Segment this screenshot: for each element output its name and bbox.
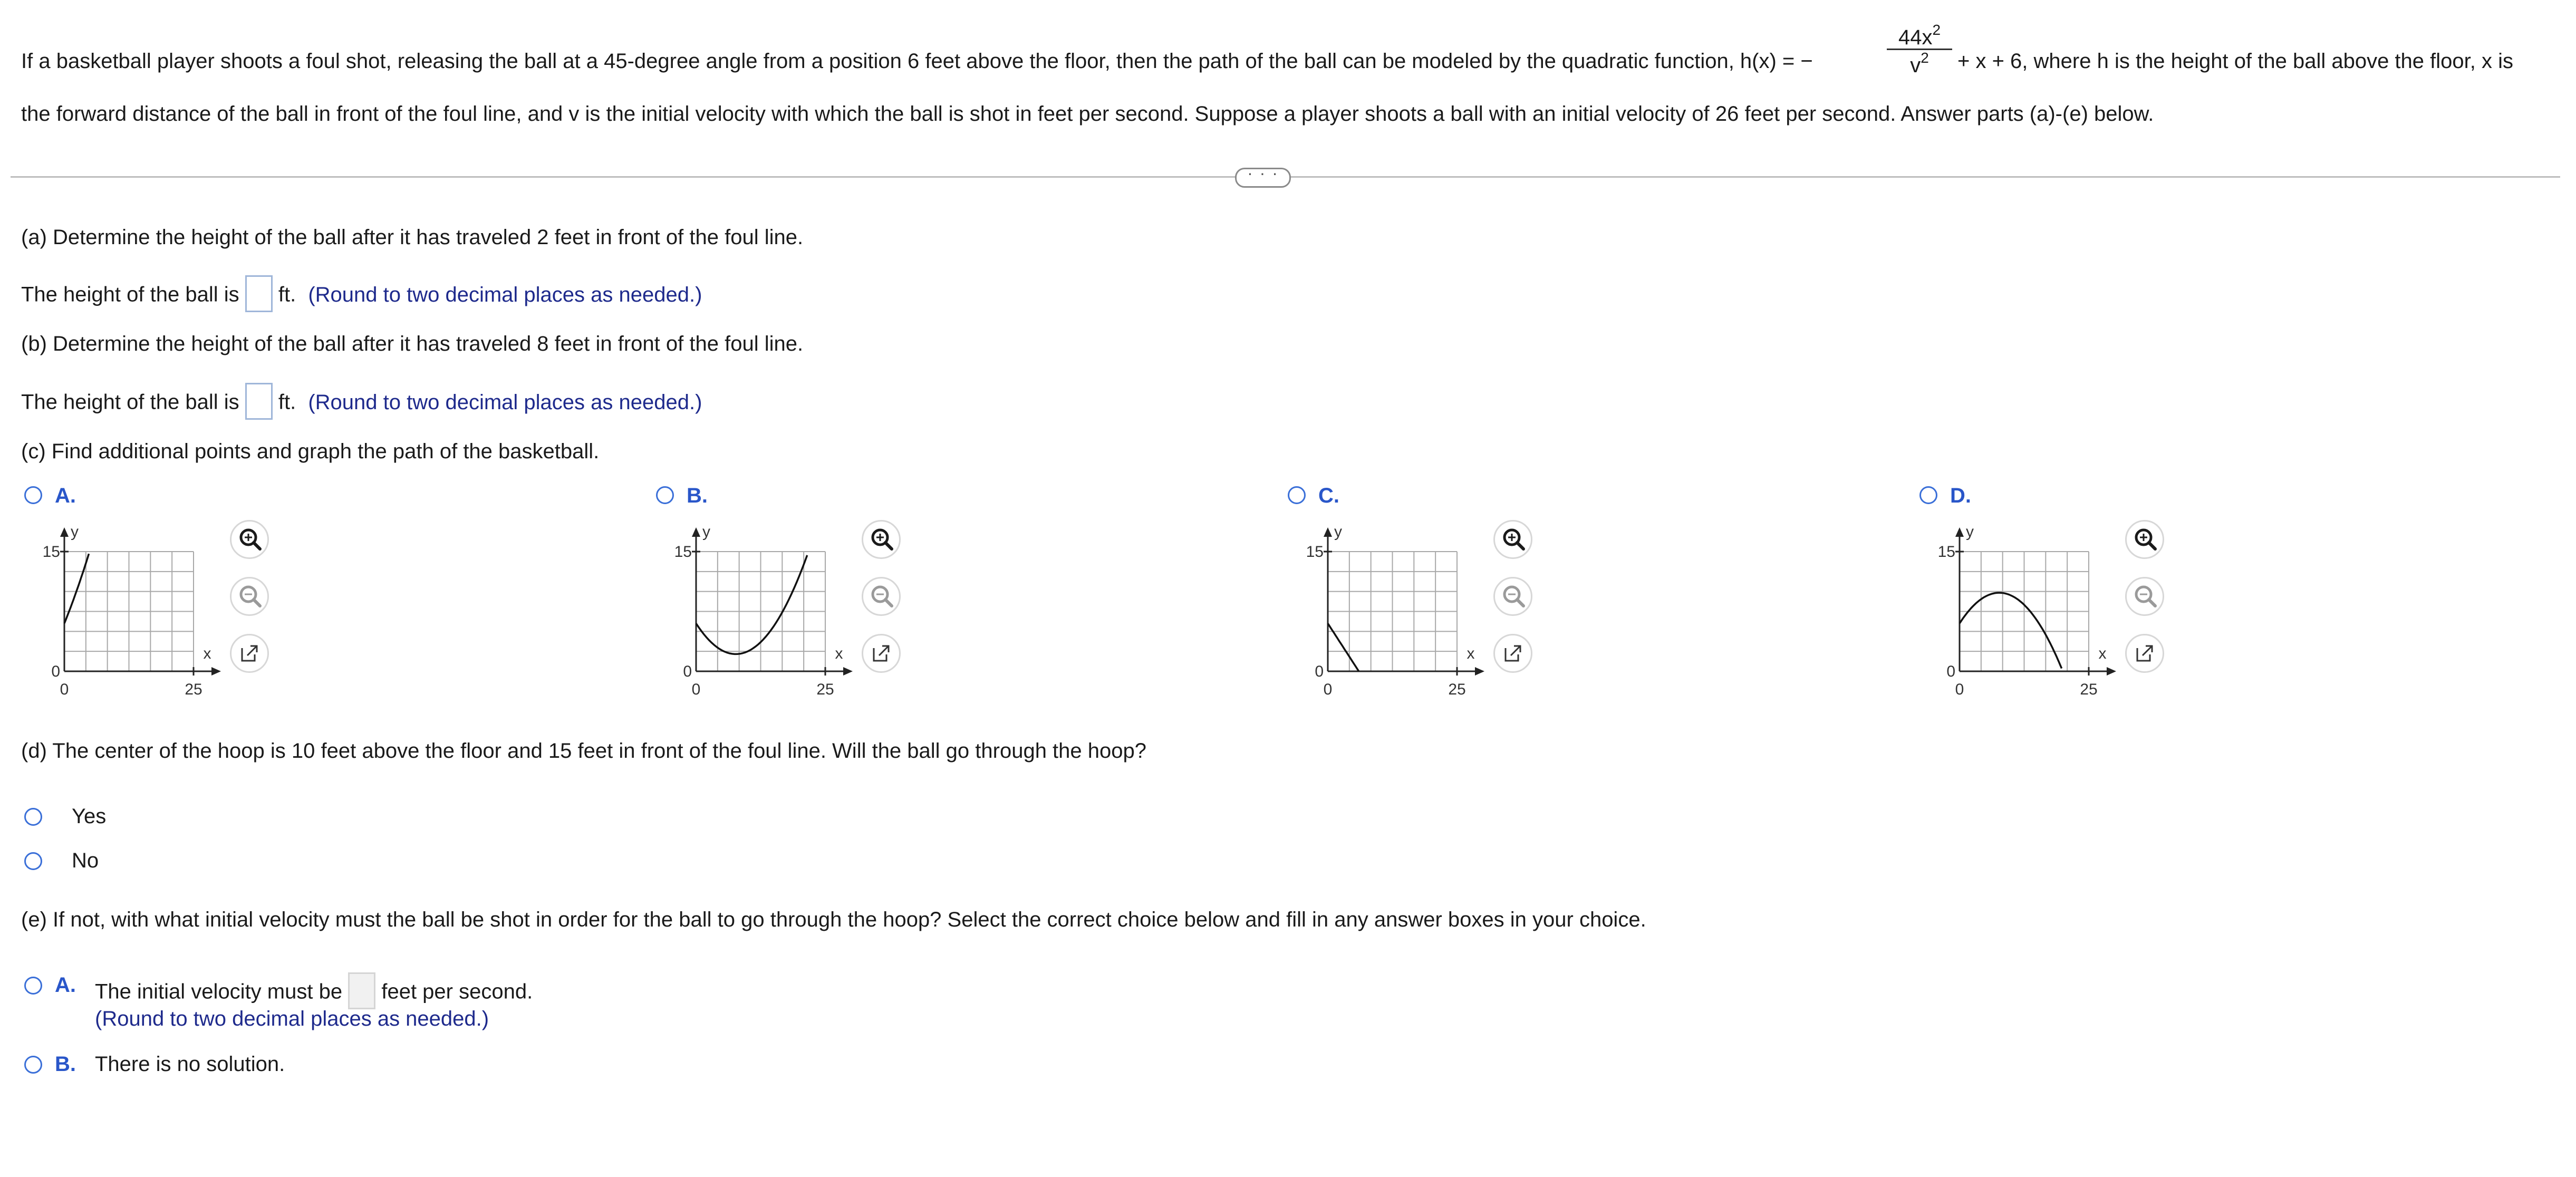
graph-curve	[1960, 593, 2062, 668]
part-d-yes-radio[interactable]	[24, 808, 42, 826]
fraction-numerator: $44x^2$	[1887, 22, 1952, 50]
more-button[interactable]: · · ·	[1235, 168, 1291, 188]
zoom-in-icon[interactable]	[1493, 520, 1532, 559]
zoom-in-icon[interactable]	[862, 520, 901, 559]
y-min-label: 0	[1946, 663, 1955, 680]
zoom-in-icon[interactable]	[230, 520, 269, 559]
fraction	[1887, 22, 1952, 77]
x-axis-label: x	[835, 645, 843, 662]
part-c-graph-a	[32, 522, 243, 701]
question-text-line1-b: + x + 6, where h is the height of the ball above the floor, x is	[1957, 50, 2513, 73]
y-axis-arrow	[1324, 527, 1332, 537]
x-max-label: 25	[816, 681, 834, 698]
part-b-prompt: (b) Determine the height of the ball after it has traveled 8 feet in front of the foul line.	[21, 332, 804, 355]
x-min-label: 0	[691, 681, 701, 698]
part-a-answer-row: The height of the ball is ft. (Round to two decimal places as needed.)	[21, 277, 702, 314]
x-axis-arrow	[211, 667, 221, 676]
part-c-option-b-radio[interactable]	[656, 486, 674, 504]
y-axis-label: y	[1966, 523, 1974, 541]
part-c-graph-b	[663, 522, 874, 701]
x-axis-label: x	[2098, 645, 2107, 662]
part-e-option-a-letter[interactable]: A.	[55, 973, 76, 997]
part-e-option-b-text[interactable]: There is no solution.	[95, 1053, 285, 1076]
x-axis-arrow	[843, 667, 853, 676]
y-axis-label: y	[71, 523, 79, 541]
question-text-line2: the forward distance of the ball in front of the foul line, and v is the initial velocity with which the ball is shot in feet per second. Suppose a player shoots a ball with an initial velocity of 26 feet per second. Answer parts (a)-(e) below.	[21, 102, 2154, 126]
y-axis-arrow	[1955, 527, 1964, 537]
x-axis-arrow	[1475, 667, 1484, 676]
zoom-out-icon[interactable]	[1493, 577, 1532, 616]
part-e-velocity-input[interactable]	[348, 972, 375, 1009]
y-max-label: 15	[42, 543, 60, 561]
graph-curve	[1328, 623, 1359, 671]
part-e-option-a-row: The initial velocity must be feet per second.	[95, 975, 533, 1011]
part-c-graph-d	[1927, 522, 2138, 701]
x-min-label: 0	[60, 681, 69, 698]
x-max-label: 25	[2080, 681, 2098, 698]
x-max-label: 25	[1448, 681, 1466, 698]
open-graph-icon[interactable]	[862, 634, 901, 673]
open-graph-icon[interactable]	[2125, 634, 2164, 673]
y-min-label: 0	[51, 663, 60, 680]
graph-curve	[64, 554, 89, 623]
x-max-label: 25	[185, 681, 202, 698]
zoom-out-icon[interactable]	[862, 577, 901, 616]
x-min-label: 0	[1955, 681, 1964, 698]
x-axis-label: x	[203, 645, 211, 662]
part-c-option-d-radio[interactable]	[1919, 486, 1937, 504]
part-c-graph-c	[1295, 522, 1506, 701]
y-axis-arrow	[692, 527, 700, 537]
part-e-option-a-hint: (Round to two decimal places as needed.)	[95, 1007, 489, 1030]
part-e-option-b-letter[interactable]: B.	[55, 1053, 76, 1076]
part-c-option-d-letter[interactable]: D.	[1950, 484, 1971, 507]
y-max-label: 15	[674, 543, 692, 561]
y-min-label: 0	[683, 663, 692, 680]
part-c-option-b-letter[interactable]: B.	[687, 484, 708, 507]
part-a-prompt: (a) Determine the height of the ball after it has traveled 2 feet in front of the foul line.	[21, 226, 804, 249]
part-c-option-c-letter[interactable]: C.	[1318, 484, 1339, 507]
open-graph-icon[interactable]	[1493, 634, 1532, 673]
part-b-hint: (Round to two decimal places as needed.)	[308, 390, 702, 414]
part-e-option-b-radio[interactable]	[24, 1056, 42, 1074]
y-max-label: 15	[1306, 543, 1324, 561]
open-graph-icon[interactable]	[230, 634, 269, 673]
part-a-answer-input[interactable]	[245, 275, 273, 312]
y-min-label: 0	[1315, 663, 1324, 680]
graph-curve	[696, 555, 807, 654]
part-d-prompt: (d) The center of the hoop is 10 feet above the floor and 15 feet in front of the foul line. Will the ball go through the hoop?	[21, 739, 1147, 763]
part-d-yes-label[interactable]: Yes	[72, 805, 107, 828]
part-c-prompt: (c) Find additional points and graph the path of the basketball.	[21, 440, 600, 463]
part-e-prompt: (e) If not, with what initial velocity must the ball be shot in order for the ball to go through the hoop? Select the correct choice below and fill in any answer boxes in your choice.	[21, 908, 1646, 931]
part-e-option-a-radio[interactable]	[24, 977, 42, 995]
x-axis-arrow	[2107, 667, 2116, 676]
zoom-out-icon[interactable]	[2125, 577, 2164, 616]
question-intro-a: If a basketball player shoots a foul shot, releasing the ball at a 45-degree angle from a position 6 feet above the floor, then the path of the ball can be modeled by the quadratic function, h(x) = −	[21, 50, 1813, 73]
y-max-label: 15	[1937, 543, 1955, 561]
y-axis-arrow	[60, 527, 69, 537]
zoom-in-icon[interactable]	[2125, 520, 2164, 559]
zoom-out-icon[interactable]	[230, 577, 269, 616]
fraction-denominator: $v^2$	[1910, 50, 1929, 77]
part-d-no-label[interactable]: No	[72, 849, 99, 872]
part-b-answer-row: The height of the ball is ft. (Round to two decimal places as needed.)	[21, 385, 702, 422]
part-c-option-c-radio[interactable]	[1288, 486, 1306, 504]
y-axis-label: y	[702, 523, 710, 541]
part-a-hint: (Round to two decimal places as needed.)	[308, 283, 702, 306]
x-min-label: 0	[1323, 681, 1333, 698]
x-axis-label: x	[1467, 645, 1475, 662]
y-axis-label: y	[1334, 523, 1342, 541]
part-c-option-a-letter[interactable]: A.	[55, 484, 76, 507]
part-b-answer-input[interactable]	[245, 383, 273, 420]
question-text-line1	[21, 50, 1813, 73]
part-c-option-a-radio[interactable]	[24, 486, 42, 504]
part-d-no-radio[interactable]	[24, 852, 42, 870]
